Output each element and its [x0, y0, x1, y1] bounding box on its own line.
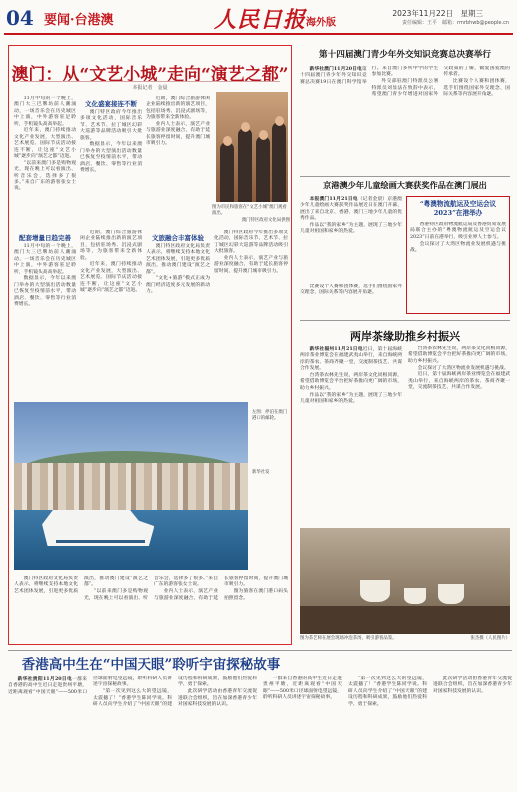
feature-col-bottom: 澳门特区政府文化局负责人表示，将继续支持本地文化艺术团体发展，引进更多优质演出，推动澳门建设“演艺之都”。 “以前来澳门多是购物观光，现在晚上可以看演出、听音乐会，选择多了很多。”来自广东的游客张女士说。 业内人士表示，演艺产业与旅游业深度融合，有助于延长旅客停留时间，提升澳门城市吸引力。 图为旅客在澳门港口码头拍照留念。: [14, 576, 288, 601]
article-youth-quiz-title: 第十四届澳门青少年外交知识竞赛总决赛举行: [319, 50, 491, 60]
divider: [300, 176, 510, 177]
editor-info: 责任编辑：王平 邮箱：rmrbhwb@people.cn: [402, 20, 509, 26]
header-rule: [4, 33, 513, 35]
harbour-photo: [14, 402, 248, 570]
article-logistics-body: 香港特区政府物流航运局及香港贸易发展局联合主办的“粤澳物流航运及空运会议2023”日前在港举行，吸引业界人士参与。 会议探讨了大湾区物流业发展机遇与挑战。: [410, 222, 506, 254]
page-header: [0, 0, 517, 40]
subhead-3: 文旅融合丰富体验: [152, 234, 204, 242]
divider: [8, 650, 512, 651]
newspaper-logo: 人民日报海外版: [214, 7, 337, 33]
feature-col-5: 配套增量日趋完善 11月中旬的一个晚上，澳门大三巴牌坊前人潮涌动，一场音乐会在历史城区中上演，中外游客驻足聆听，手机镜头高高举起。 数据显示，今年以来澳门举办的大型演出活动数量已恢复至疫情前水平，带动酒店、餐饮、零售等行业消费增长。: [14, 234, 76, 308]
tea-caption: 图为茶艺师在展会现场冲泡茶汤，吸引游客品鉴。: [300, 636, 397, 641]
feature-col-6: 近期，澳门综合旅游休闲企业陆续推出新的演艺项目，包括驻场秀、沉浸式剧场等，为旅客带来全新体验。 近年来，澳门持续推动文化产业发展，大型演出、艺术展览、国际节庆活动接连不断，让这座“文艺小城”逐步向“演艺之都”迈进。: [80, 230, 142, 294]
article-logistics-title: “粤澳物流航运及空运会议2023”在港举办: [419, 200, 497, 217]
ship-caption: 左图：停泊在澳门港口的邮轮。: [252, 410, 288, 421]
crowd-photo: [216, 92, 288, 202]
divider: [300, 320, 510, 321]
article-painting-body-cont: 比赛设个人赛和团体赛，选手们围绕国家外交理念、国际关系等内容展开角逐。: [300, 284, 402, 296]
page-number: 04: [6, 6, 34, 30]
feature-title: 澳门：从“文艺小城”走向“演艺之都”: [11, 65, 289, 85]
feature-col-1: 11月中旬的一个晚上，澳门大三巴牌坊前人潮涌动，一场音乐会在历史城区中上演，中外游客驻足聆听，手机镜头高高举起。 近年来，澳门持续推动文化产业发展，大型演出、艺术展览、国际节庆活动接连不断，让这座“文艺小城”逐步向“演艺之都”迈进。 “以前来澳门多是购物观光，现在晚上可以看演出、听音乐会，选择多了很多。”来自广东的游客张女士说。: [14, 96, 76, 192]
feature-col-3: 近期，澳门综合旅游休闲企业陆续推出新的演艺项目，包括驻场秀、沉浸式剧场等，为旅客带来全新体验。 业内人士表示，演艺产业与旅游业深度融合，有助于延长旅客停留时间，提升澳门城市吸引力。: [146, 96, 210, 147]
article-painting-title: 京港澳少年儿童绘画大赛获奖作品在澳门展出: [323, 180, 487, 190]
subhead-1: 文化盛宴接连不断: [85, 100, 137, 108]
feature-col-8: 澳门特区政府今年推出多项文化活动，国际音乐节、艺术节、拉丁城区幻彩大巡游等品牌活动吸引大批旅客。 业内人士表示，演艺产业与旅游业深度融合，有助于延长旅客停留时间，提升澳门城市吸引力。: [214, 230, 288, 274]
article-painting-body: 本报澳门11月21日电（记者金晨）京港澳少年儿童绘画大赛获奖作品展近日在澳门开幕，展出了来自北京、香港、澳门三地少年儿童的优秀作品。 作品以“我的家乡”为主题，展现了三地少年儿童对祖国和家乡的热爱。: [300, 196, 402, 235]
tea-photo: [300, 528, 510, 634]
crowd-caption: 图为市民和旅客在“文艺小城”澳门观看演出。: [212, 205, 287, 216]
article-youth-quiz-body: 新华社澳门11月20日电第十四届澳门青少年外交知识竞赛总决赛19日在澳门科学馆举行。来自澳门多所中学的学生参加比赛。 外交部驻澳门特派员公署特派员刘显法在致辞中表示，希望澳门青少年增进对国家外交政策的了解，做爱国爱澳的传承者。 比赛设个人赛和团体赛，选手们围绕国家外交理念、国际关系等内容展开角逐。: [300, 66, 510, 98]
feature-col-7: 文旅融合丰富体验 澳门特区政府文化局负责人表示，将继续支持本地文化艺术团体发展，引进更多优质演出，推动澳门建设“演艺之都”。 “文化+旅游”模式正成为澳门经济适度多元发展的新动力。: [146, 234, 210, 295]
feature-col-2: 文化盛宴接连不断 澳门特区政府今年推出多项文化活动，国际音乐节、艺术节、拉丁城区幻彩大巡游等品牌活动吸引大批旅客。 数据显示，今年以来澳门举办的大型演出活动数量已恢复至疫情前水平，带动酒店、餐饮、零售等行业消费增长。: [80, 100, 142, 174]
crowd-credit: 澳门特区政府文化局供图: [241, 218, 290, 223]
title-underline: [20, 81, 280, 82]
ship-credit: 新华社发: [252, 470, 270, 475]
tea-credit: 张杰摄（人民图片）: [470, 636, 510, 641]
article-fast-title: 香港高中生在“中国天眼”聆听宇宙探秘故事: [21, 657, 281, 673]
feature-byline: 本报记者 金晨: [132, 85, 168, 91]
article-tea-title: 两岸茶缘助推乡村振兴: [350, 330, 460, 343]
article-fast-body: 新华社贵阳11月20日电一群来自香港的高中生近日走进贵州平塘，近距离观看“中国天眼”——500米口径球面射电望远镜，聆听科研人员讲述宇宙探秘故事。 “第一次见到这么大的望远镜，太震撼了！”香港学生陈同学说。科研人员向学生介绍了“中国天眼”的建设历程和科研成果，鼓励他们热爱科学、勇于探索。 此次研学活动由香港青年交流促进联合会组织，旨在加深香港青少年对国家科技发展的认识。 一群来自香港的高中生近日走进贵州平塘，近距离观看“中国天眼”——500米口径球面射电望远镜，聆听科研人员讲述宇宙探秘故事。 “第一次见到这么大的望远镜，太震撼了！”香港学生陈同学说。科研人员向学生介绍了“中国天眼”的建设历程和科研成果，鼓励他们热爱科学、勇于探索。 此次研学活动由香港青年交流促进联合会组织，旨在加深香港青少年对国家科技发展的认识。: [8, 676, 512, 708]
issue-date: 2023年11月22日 星期三: [392, 9, 483, 18]
article-tea-body-2: 台湾茶农林先生说，两岸茶文化同根同源，希望借助博览会平台把好茶推向更广阔的市场，助力乡村振兴。 会议探讨了大湾区物流业发展机遇与挑战。 近日，第十届海峡两岸茶业博览会在福建武夷山举行，来自海峡两岸的茶农、茶商齐聚一堂，交流制茶技艺、共谋合作发展。: [408, 346, 510, 391]
subhead-2: 配套增量日趋完善: [19, 234, 71, 242]
article-tea-body-1: 新华社福州11月21日电近日，第十届海峡两岸茶业博览会在福建武夷山举行，来自海峡两岸的茶农、茶商齐聚一堂，交流制茶技艺、共谋合作发展。 台湾茶农林先生说，两岸茶文化同根同源，希望借助博览会平台把好茶推向更广阔的市场，助力乡村振兴。 作品以“我的家乡”为主题，展现了三地少年儿童对祖国和家乡的热爱。: [300, 346, 402, 405]
section-name: 要闻·台港澳: [44, 13, 114, 28]
